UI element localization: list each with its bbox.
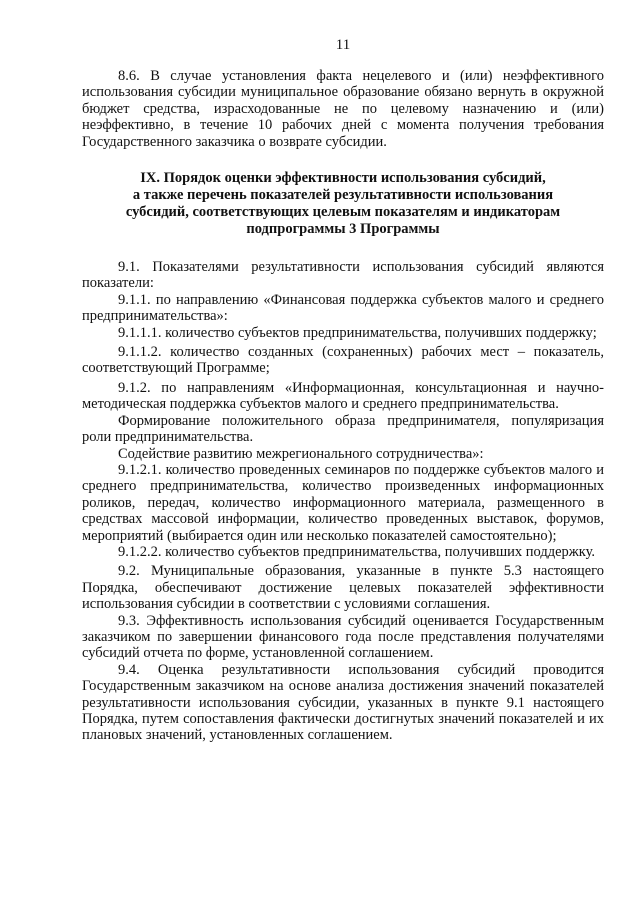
section-heading-line: IX. Порядок оценки эффективности использования субсидий, [140,170,546,187]
paragraph-9-1-2: 9.1.2. по направлениям «Информационная, консультационная и научно-методическая поддержка субъектов малого и среднего предпринимательства. [82,379,604,413]
paragraph-9-4: 9.4. Оценка результативности использования субсидий проводится Государственным заказчиком на основе анализа достижения значений показателей результативности использования субсидии, указанных в пункте 9.1 настоящего Порядка, путем сопоставления фактически достигнутых значений показателей и их плановых значений, установленных соглашением. [82,661,604,744]
paragraph-8-6: 8.6. В случае установления факта нецелевого и (или) неэффективного использования субсидии муниципальное образование обязано вернуть в окружной бюджет средства, израсходованные не по целевому назначению и (или) неэффективно, в течение 10 рабочих дней с момента получения требования Государственного заказчика о возврате субсидии. [82,68,604,150]
paragraph-interregional-cooperation: Содействие развитию межрегионального сотрудничества»: [118,445,484,462]
paragraph-9-1: 9.1. Показателями результативности использования субсидий являются показатели: [82,259,604,292]
paragraph-9-1-2-1: 9.1.2.1. количество проведенных семинаров по поддержке субъектов малого и среднего предпринимательства, количество произведенных информационных роликов, передач, количество информационного материала, размещенного в средствах массовой информации, количество проведенных выставок, форумов, мероприятий (выбирается один или несколько показателей самостоятельно); [82,461,604,544]
section-heading-line: субсидий, соответствующих целевым показателям и индикаторам [125,204,561,221]
paragraph-9-2: 9.2. Муниципальные образования, указанные в пункте 5.3 настоящего Порядка, обеспечивают достижение целевых показателей эффективности использования субсидии в соответствии с условиями соглашения. [82,563,604,613]
paragraph-9-1-1: 9.1.1. по направлению «Финансовая поддержка субъектов малого и среднего предпринимательства»: [82,291,604,325]
page-number: 11 [335,37,351,53]
section-heading [82,170,604,238]
paragraph-9-1-1-2: 9.1.1.2. количество созданных (сохраненных) рабочих мест – показатель, соответствующий Программе; [82,344,604,377]
section-heading-line: а также перечень показателей результативности использования [132,187,554,204]
paragraph-9-1-1-1: 9.1.1.1. количество субъектов предпринимательства, получивших поддержку; [118,324,597,341]
paragraph-positive-image: Формирование положительного образа предпринимателя, популяризация роли предпринимательства. [82,412,604,446]
paragraph-9-1-2-2: 9.1.2.2. количество субъектов предпринимательства, получивших поддержку. [118,543,596,560]
section-heading-line: подпрограммы 3 Программы [246,221,440,238]
paragraph-9-3: 9.3. Эффективность использования субсидий оценивается Государственным заказчиком по завершении финансового года после представления получателями субсидий отчета по форме, установленной соглашением. [82,612,604,662]
